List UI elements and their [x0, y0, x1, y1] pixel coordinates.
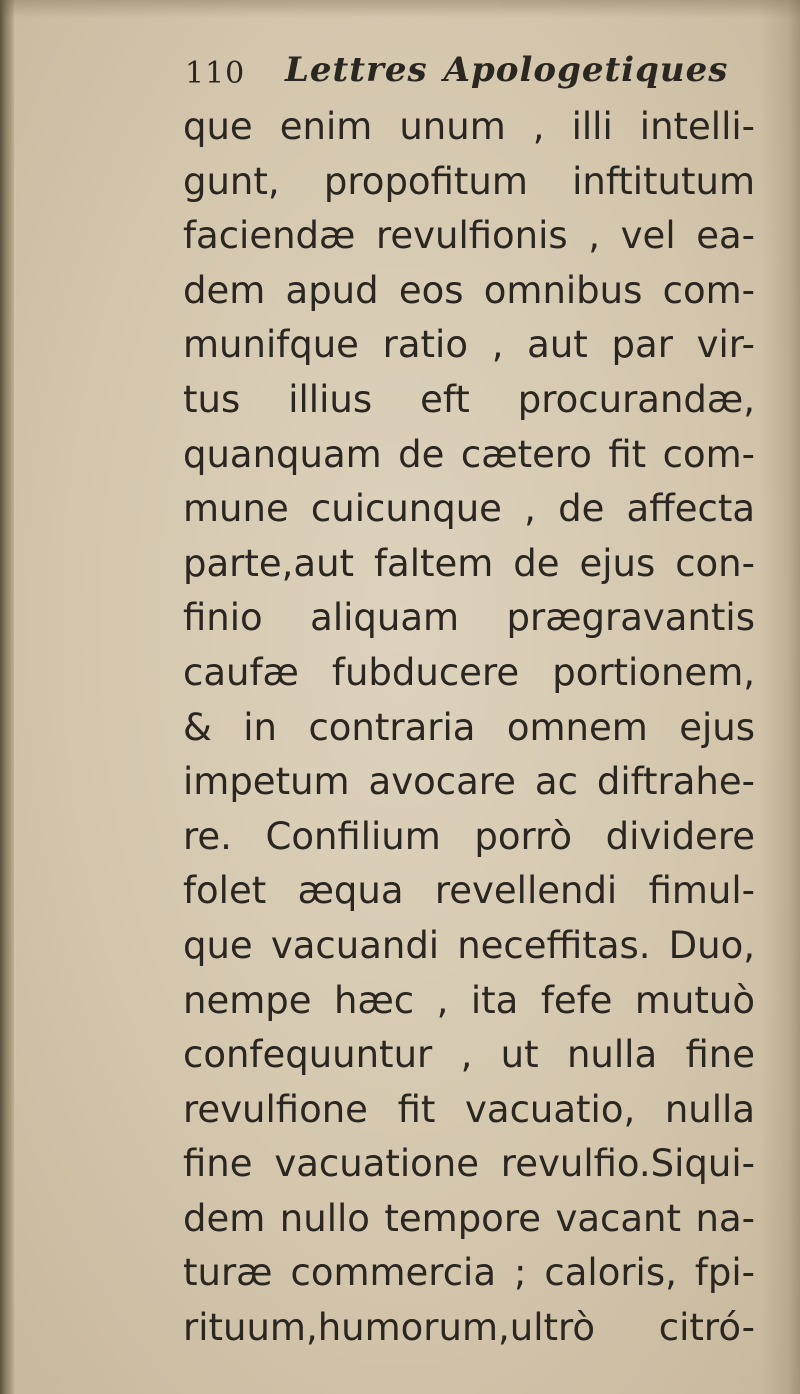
- text-line: caufæ fubducere portionem,: [183, 650, 755, 694]
- running-title: [285, 50, 728, 90]
- text-line: & in contraria omnem ejus: [183, 705, 755, 749]
- text-line: gunt, propofitum inftitutum: [183, 159, 755, 203]
- text-line: tus illius eft procurandæ,: [183, 377, 755, 421]
- text-line: fine vacuatione revulfio.Siqui-: [183, 1142, 755, 1186]
- text-line: turæ commercia ; caloris, fpi-: [183, 1251, 755, 1295]
- text-line: que vacuandi neceffitas. Duo,: [183, 923, 755, 967]
- text-line: revulfione fit vacuatio, nulla: [183, 1087, 755, 1131]
- text-line: nempe hæc , ita fefe mutuò: [183, 978, 755, 1022]
- text-line: dem apud eos omnibus com-: [183, 268, 755, 312]
- page-number: 110: [185, 56, 246, 91]
- text-line: re. Confilium porrò dividere: [183, 814, 755, 858]
- page-top-shadow: [0, 0, 800, 18]
- text-line: rituum,humorum,ultrò citró-: [183, 1306, 755, 1350]
- text-line: que enim unum , illi intelli-: [183, 105, 755, 148]
- text-line: quanquam de cætero fit com-: [183, 432, 755, 476]
- text-line: munifque ratio , aut par vir-: [183, 323, 755, 367]
- text-line: dem nullo tempore vacant na-: [183, 1196, 755, 1240]
- text-line: finio aliquam prægravantis: [183, 596, 755, 640]
- text-line: impetum avocare ac diftrahe-: [183, 760, 755, 804]
- text-line: parte,aut faltem de ejus con-: [183, 541, 755, 585]
- body-text: [183, 100, 755, 1356]
- running-title-part2: Apologetiques: [443, 50, 729, 90]
- page-right-shadow: [760, 0, 800, 1394]
- text-line: mune cuicunque , de affecta: [183, 487, 755, 531]
- text-line: confequuntur , ut nulla fine: [183, 1033, 755, 1077]
- text-line: folet æqua revellendi fimul-: [183, 869, 755, 913]
- text-line: faciendæ revulfionis , vel ea-: [183, 214, 755, 258]
- page-gutter: [0, 0, 14, 1394]
- running-title-part1: Lettres: [285, 50, 428, 90]
